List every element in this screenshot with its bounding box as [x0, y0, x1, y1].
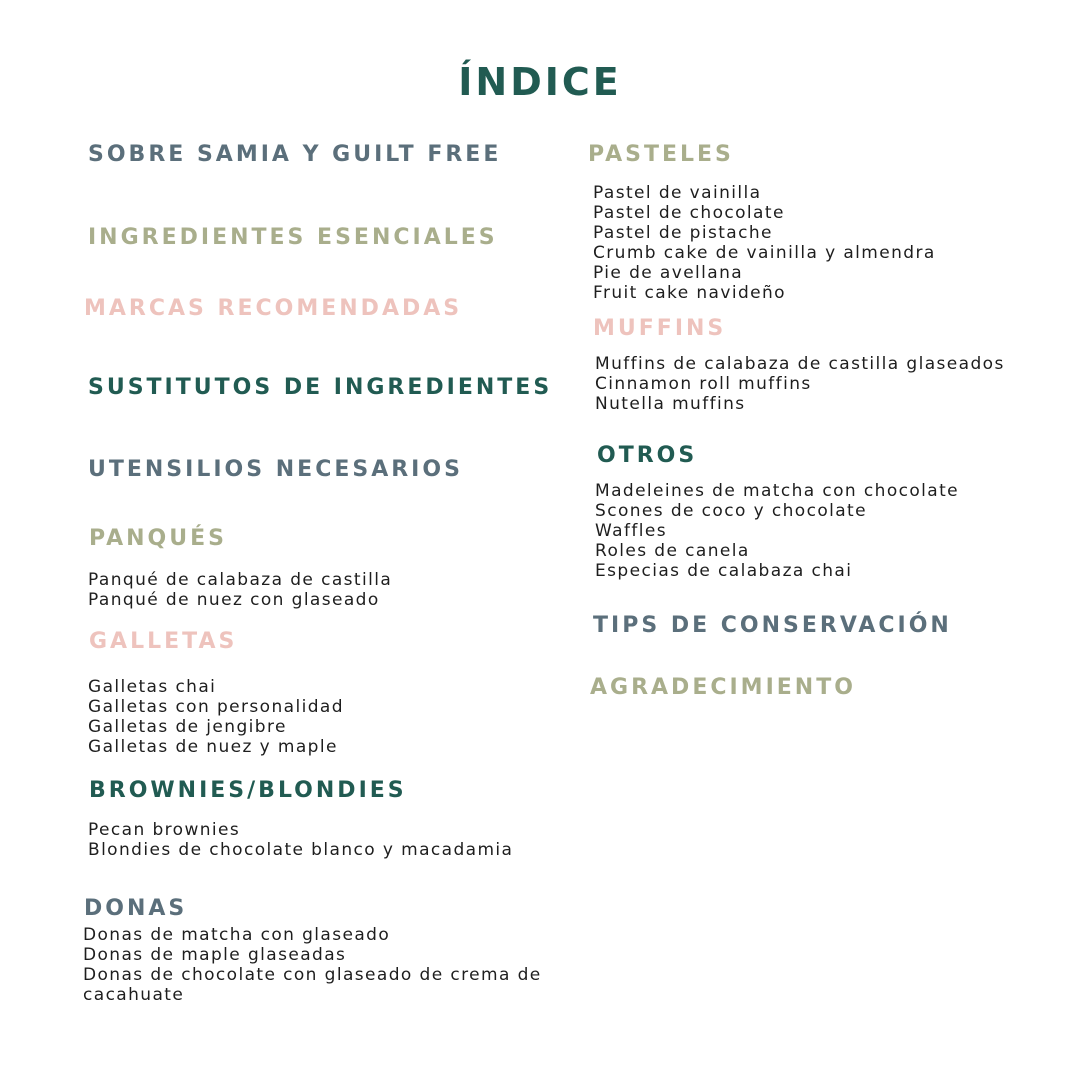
list-item[interactable]: Cinnamon roll muffins [595, 374, 812, 394]
list-item[interactable]: Galletas de jengibre [88, 717, 287, 737]
pasteles-list [593, 183, 936, 303]
list-item[interactable]: Panqué de calabaza de castilla [88, 570, 393, 590]
page-title: ÍNDICE [458, 60, 622, 104]
list-item[interactable]: Fruit cake navideño [593, 283, 786, 303]
list-item[interactable]: Pecan brownies [88, 820, 241, 840]
list-item[interactable]: Donas de chocolate con glaseado de crema de cacahuate [83, 965, 542, 1005]
list-item[interactable]: Galletas con personalidad [88, 697, 344, 717]
list-item[interactable]: Galletas chai [88, 677, 217, 697]
section-muffins-heading[interactable]: MUFFINS [593, 316, 727, 341]
list-item[interactable]: Nutella muffins [595, 394, 746, 414]
section-ingredientes-esenciales[interactable]: INGREDIENTES ESENCIALES [88, 225, 498, 250]
list-item[interactable]: Madeleines de matcha con chocolate [595, 481, 960, 501]
list-item[interactable]: Pie de avellana [593, 263, 744, 283]
list-item[interactable]: Waffles [595, 521, 667, 541]
list-item[interactable]: Pastel de vainilla [593, 183, 762, 203]
section-galletas-heading[interactable]: GALLETAS [89, 629, 238, 654]
list-item[interactable]: Muffins de calabaza de castilla glaseados [595, 354, 1005, 374]
section-otros-heading[interactable]: OTROS [597, 443, 698, 468]
list-item[interactable]: Galletas de nuez y maple [88, 737, 338, 757]
galletas-list [88, 677, 344, 757]
section-tips-conservacion[interactable]: TIPS DE CONSERVACIÓN [593, 613, 952, 638]
section-sobre-samia[interactable]: SOBRE SAMIA Y GUILT FREE [88, 142, 502, 167]
section-brownies-heading[interactable]: BROWNIES/BLONDIES [89, 778, 407, 803]
otros-list [595, 481, 959, 581]
section-sustitutos[interactable]: SUSTITUTOS DE INGREDIENTES [88, 375, 553, 400]
brownies-list [88, 820, 513, 860]
panques-list [88, 570, 392, 610]
list-item[interactable]: Pastel de pistache [593, 223, 773, 243]
section-utensilios[interactable]: UTENSILIOS NECESARIOS [88, 457, 463, 482]
section-donas-heading[interactable]: DONAS [84, 896, 188, 921]
section-panques-heading[interactable]: PANQUÉS [89, 526, 227, 551]
section-agradecimiento[interactable]: AGRADECIMIENTO [590, 675, 856, 700]
section-marcas-recomendadas[interactable]: MARCAS RECOMENDADAS [84, 296, 463, 321]
list-item[interactable]: Crumb cake de vainilla y almendra [593, 243, 936, 263]
list-item[interactable]: Pastel de chocolate [593, 203, 785, 223]
list-item[interactable]: Scones de coco y chocolate [595, 501, 867, 521]
list-item[interactable]: Blondies de chocolate blanco y macadamia [88, 840, 514, 860]
section-pasteles-heading[interactable]: PASTELES [588, 142, 734, 167]
list-item[interactable]: Especias de calabaza chai [595, 561, 853, 581]
list-item[interactable]: Donas de maple glaseadas [83, 945, 347, 965]
list-item[interactable]: Panqué de nuez con glaseado [88, 590, 380, 610]
muffins-list [595, 354, 1005, 414]
list-item[interactable]: Roles de canela [595, 541, 750, 561]
donas-list [83, 925, 563, 1005]
list-item[interactable]: Donas de matcha con glaseado [83, 925, 391, 945]
